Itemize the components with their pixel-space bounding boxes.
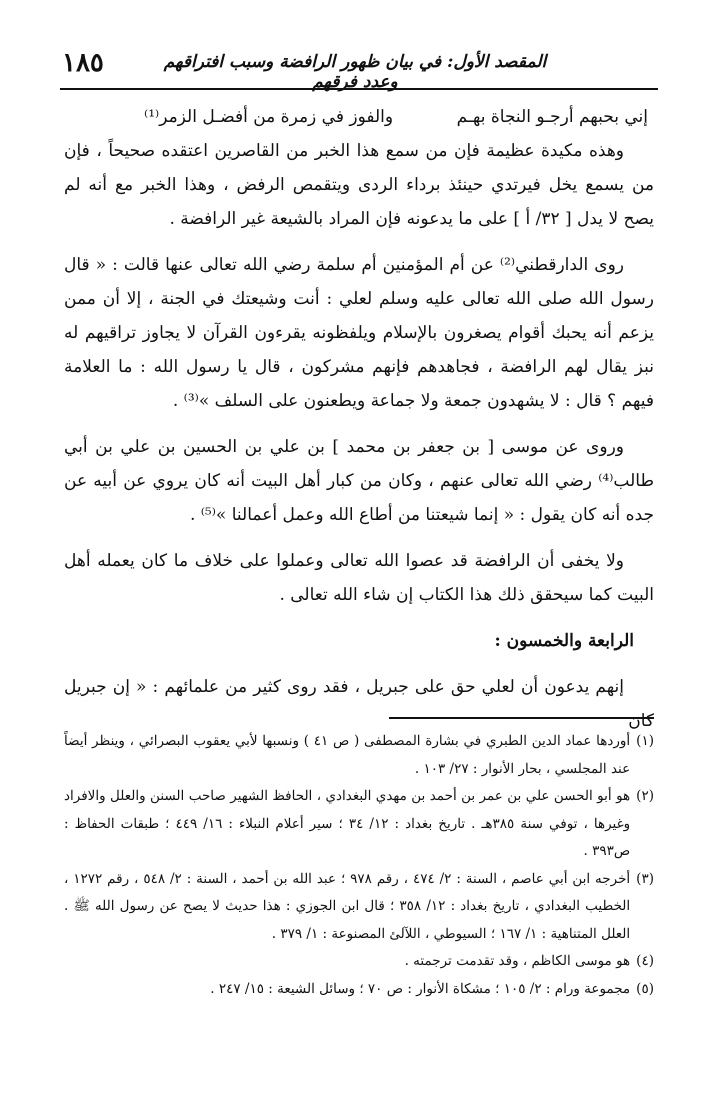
footnote-number: (٥) — [636, 980, 654, 997]
footnote — [64, 783, 654, 866]
paragraph: إنهم يدعون أن لعلي حق على جبريل ، فقد روى كثير من علمائهم : « إن جبريل كان — [64, 677, 654, 731]
paragraph: وهذه مكيدة عظيمة فإن من سمع هذا الخبر من القاصرين اعتقده صحيحاً ، فإن من يسمع يخل فيرتدي حينئذ برداء الردى ويتقمص الرفض ، وهذا الخبر مع أنه لم يصح لا يدل [ ٣٢/ أ ] على ما يدعونه فإن المراد بالشيعة غير الرافضة . — [64, 141, 654, 229]
footnote — [64, 948, 654, 976]
footnote — [64, 976, 654, 1004]
page-number: ١٨٥ — [62, 48, 104, 78]
footnotes — [64, 728, 654, 1003]
footnote-number: (٤) — [636, 953, 654, 969]
poem-verse — [64, 100, 654, 134]
footnote-number: (٣) — [636, 870, 654, 887]
verse-first-half: إني بحبهم أرجـو النجاة بهـم — [456, 107, 648, 127]
footnote-text: هو موسى الكاظم ، وقد تقدمت ترجمته . — [404, 953, 631, 969]
footnote-text: هو أبو الحسن علي بن عمر بن أحمد بن مهدي البغدادي ، الحافظ الشهير صاحب السنن والعلل والافراد وغيرها ، توفي سنة ٣٨٥هـ . تاريخ بغداد : ١٢/ ٣٤ ؛ سير أعلام النبلاء : ١٦/ ٤٤٩ ؛ طبقات الحفاظ : ص٣٩٣ . — [64, 788, 631, 859]
footnote-number: (١) — [636, 733, 654, 749]
footnote-text: مجموعة ورام : ٢/ ١٠٥ ؛ مشكاة الأنوار : ص ٧٠ ؛ وسائل الشيعة : ١٥/ ٢٤٧ . — [210, 980, 631, 997]
footnote — [64, 866, 654, 949]
paragraph: ولا يخفى أن الرافضة قد عصوا الله تعالى وعملوا على خلاف ما كان يعمله أهل البيت كما سيحقق ذلك هذا الكتاب إن شاء الله تعالى . — [64, 551, 654, 605]
footnote-text: أخرجه ابن أبي عاصم ، السنة : ٢/ ٤٧٤ ، رقم ٩٧٨ ؛ عبد الله بن أحمد ، السنة : ٢/ ٥٤٨ ، رقم ١٢٧٢ ، الخطيب البغدادي ، تاريخ بغداد : ١٢/ ٣٥٨ ؛ قال ابن الجوزي : هذا حديث لا يصح عن رسول الله ﷺ . العلل المتناهية : ١/ ١٦٧ ؛ السيوطي ، اللآلئ المصنوعة : ١/ ٣٧٩ . — [64, 870, 631, 942]
footnote-text: أوردها عماد الدين الطبري في بشارة المصطفى ( ص ٤١ ) ونسبها لأبي يعقوب البصرائي ، وينظر أيضاً عند المجلسي ، بحار الأنوار : ٢٧/ ١٠٣ . — [64, 733, 631, 777]
footnote-number: (٢) — [636, 788, 654, 804]
running-head: المقصد الأول: في بيان ظهور الرافضة وسبب افتراقهم وعدد فرقهم — [163, 52, 547, 92]
footnote-divider — [389, 717, 654, 719]
footnote — [64, 728, 654, 783]
main-text — [64, 100, 654, 738]
paragraph: وروى عن موسى [ بن جعفر بن محمد ] بن علي بن الحسين بن علي بن أبي طالب⁽⁴⁾ رضي الله تعالى عنهم ، وكان من كبار أهل البيت أنه كان يروي عن أبيه عن جده أنه كان يقول : « إنما شيعتنا من أطاع الله وعمل أعمالنا »⁽⁵⁾ . — [64, 437, 654, 525]
paragraph: روى الدارقطني⁽²⁾ عن أم المؤمنين أم سلمة رضي الله تعالى عنها قالت : « قال رسول الله صلى الله تعالى عليه وسلم لعلي : أنت وشيعتك في الجنة ، إلا أن ممن يزعم أنه يحبك أقوام يصغرون بالإسلام ويلفظونه يقرءون القرآن لا يجاوز تراقيهم له نبز يقال لهم الرافضة ، فجاهدهم فإنهم مشركون ، قال يا رسول الله : ما العلامة فيهم ؟ قال : لا يشهدون جمعة ولا جماعة ويطعنون على السلف »⁽³⁾ . — [64, 255, 654, 411]
section-title: الرابعة والخمسون : — [494, 631, 634, 651]
verse-second-half: والفوز في زمرة من أفضـل الزمر⁽¹⁾ — [144, 107, 394, 127]
header-divider — [60, 88, 658, 90]
